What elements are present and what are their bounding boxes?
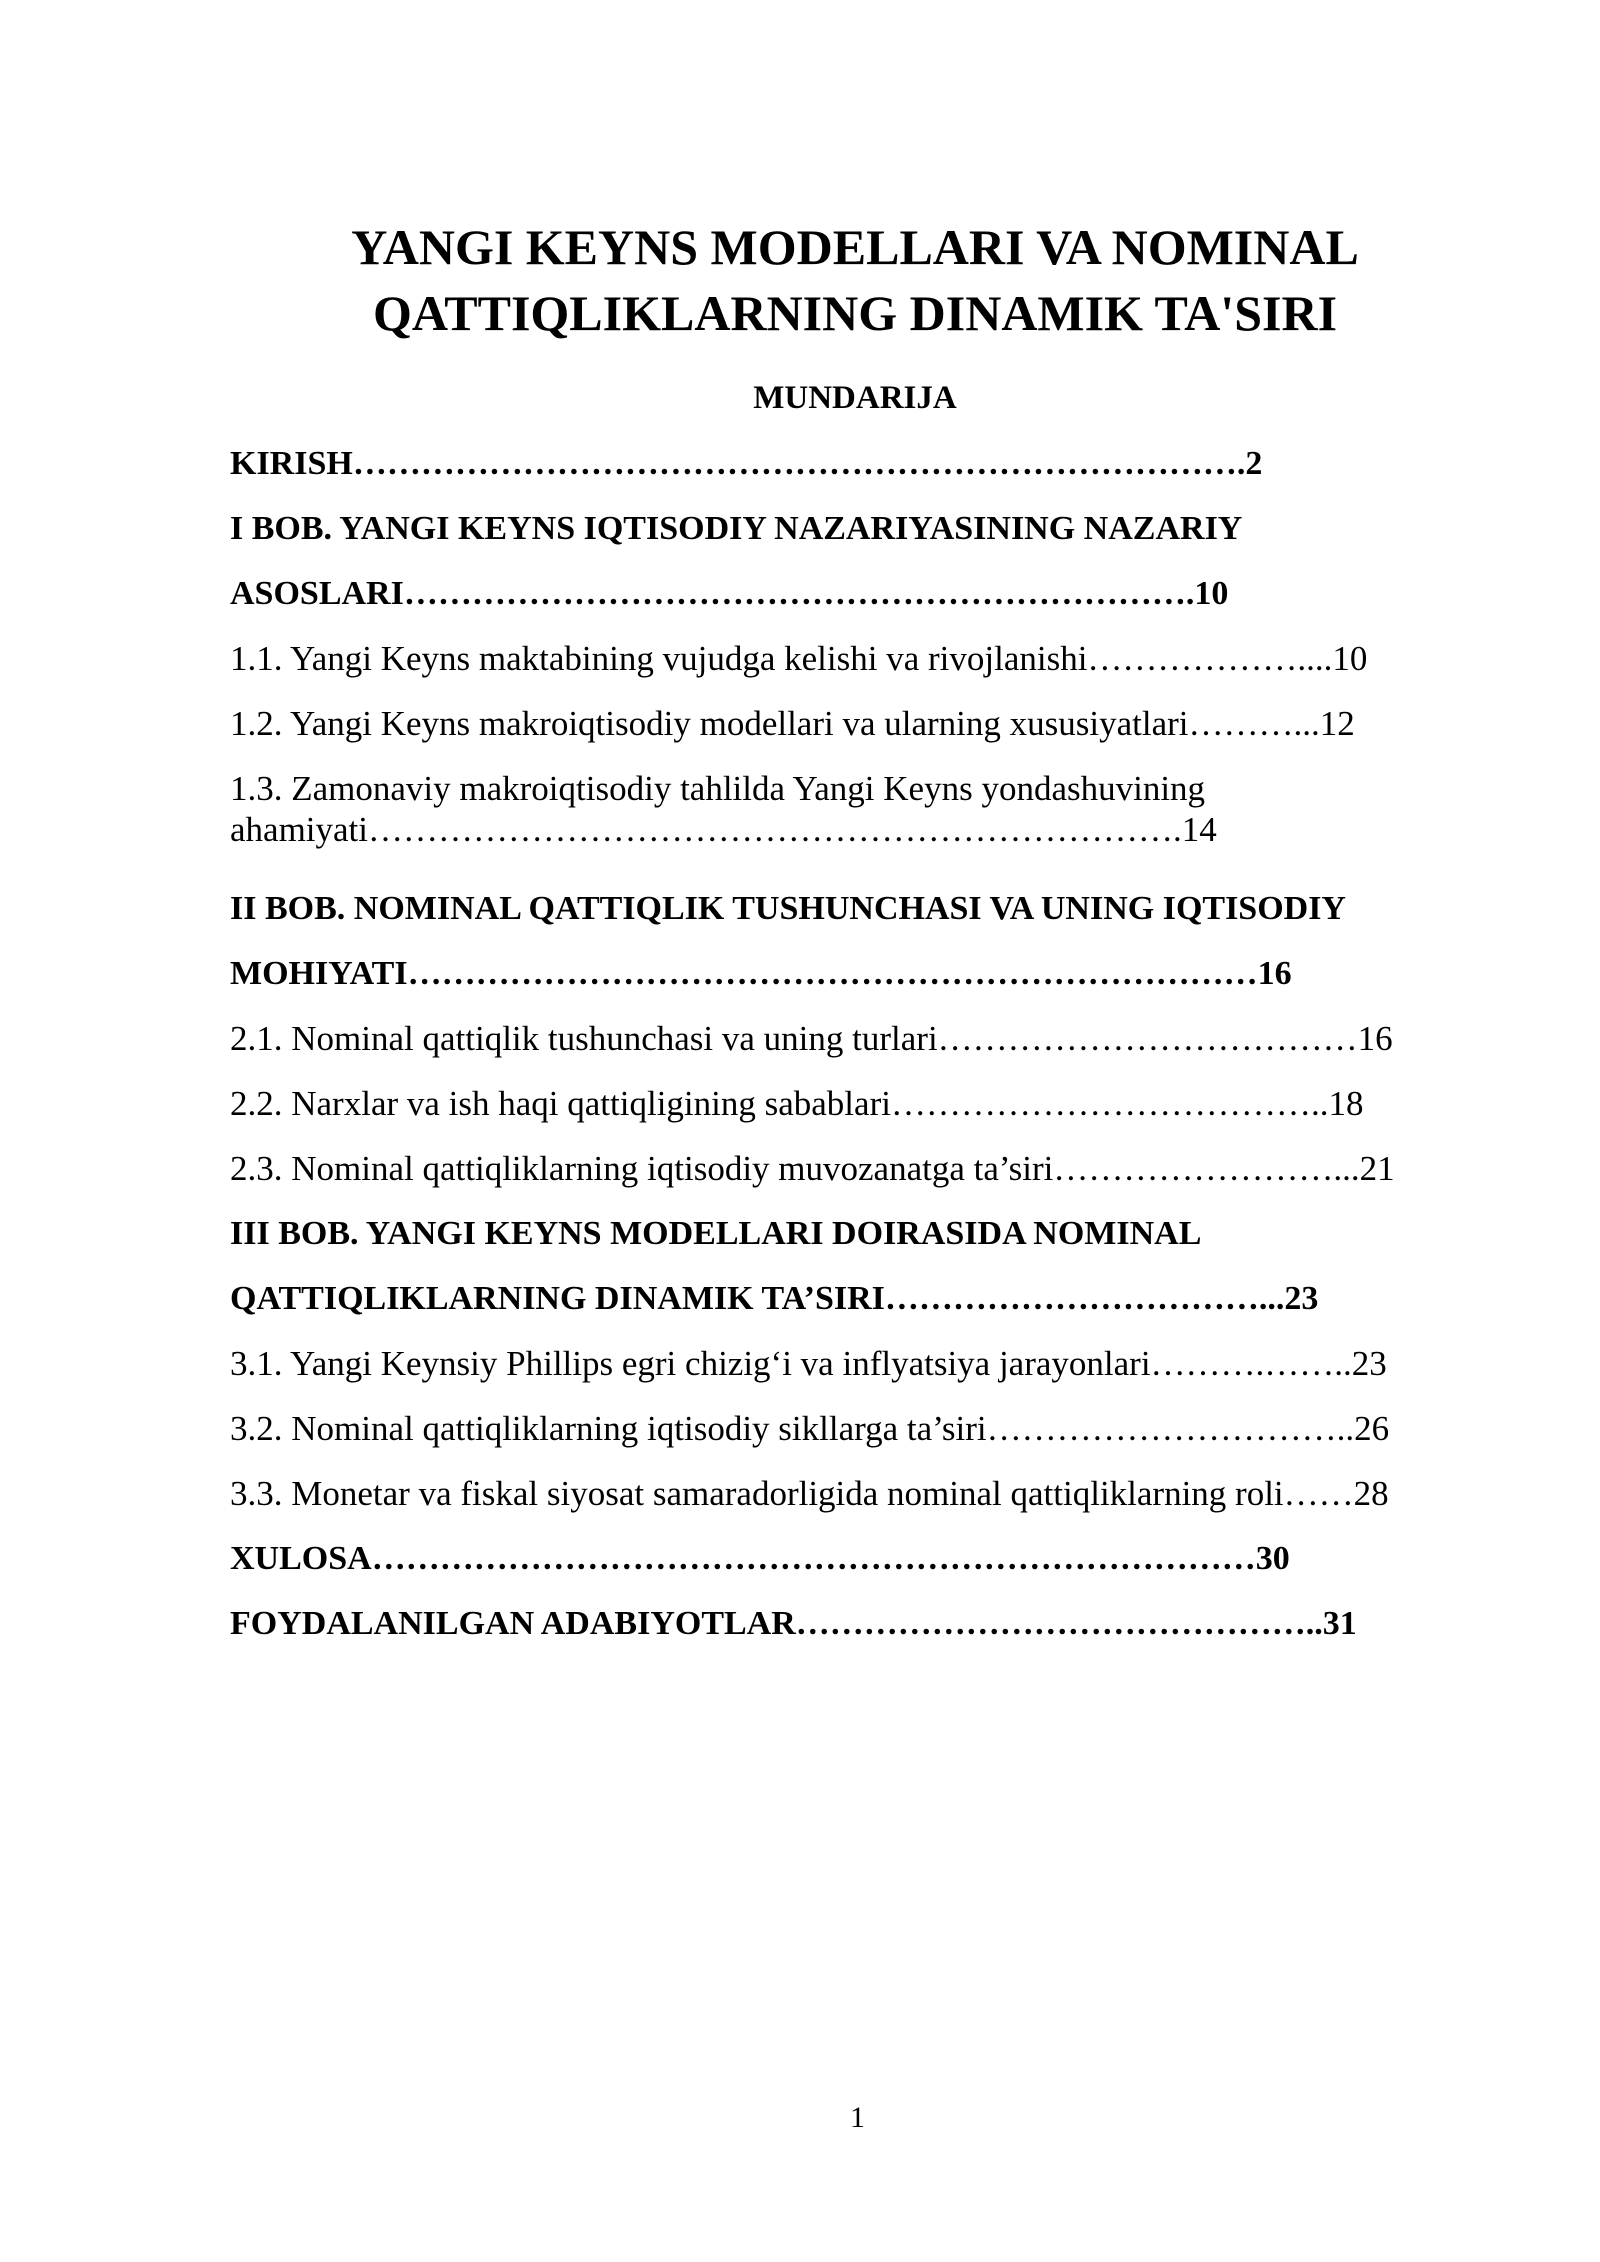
title-line-2: QATTIQLIKLARNING DINAMIK TA'SIRI [372,285,1338,341]
toc-entry-3-1: 3.1. Yangi Keynsiy Phillips egri chizig‘i va inflyatsiya jarayonlari……….……..23 [230,1344,1387,1383]
toc-entry-2-3: 2.3. Nominal qattiqliklarning iqtisodiy muvozanatga ta’siri……………………...21 [230,1149,1395,1188]
toc-heading: MUNDARIJA [753,380,957,416]
toc-entry-chapter-3: III BOB. YANGI KEYNS MODELLARI DOIRASIDA NOMINAL [230,1215,1202,1252]
toc-entry-2-2: 2.2. Narxlar va ish haqi qattiqligining sabablari………………………………..18 [230,1084,1364,1123]
toc-entry-1-3-cont: ahamiyati…………………………………………………………….14 [230,810,1217,849]
toc-entry-1-3: 1.3. Zamonaviy makroiqtisodiy tahlilda Yangi Keyns yondashuvining [230,769,1206,808]
toc-entry-references: FOYDALANILGAN ADABIYOTLAR………………………………………..31 [230,1605,1357,1642]
toc-entry-chapter-2: II BOB. NOMINAL QATTIQLIK TUSHUNCHASI VA UNING IQTISODIY [230,890,1346,927]
toc-entry-1-1: 1.1. Yangi Keyns maktabining vujudga kelishi va rivojlanishi………………....10 [230,639,1368,678]
toc-entry-xulosa: XULOSA……………………………………………………………………30 [230,1540,1290,1577]
toc-entry-3-2: 3.2. Nominal qattiqliklarning iqtisodiy sikllarga ta’siri…………………………..26 [230,1409,1390,1448]
toc-entry-chapter-1: I BOB. YANGI KEYNS IQTISODIY NAZARIYASINING NAZARIY [230,510,1243,547]
toc-entry-kirish: KIRISH…………………………………………………………………….2 [230,445,1263,482]
toc-entry-1-2: 1.2. Yangi Keyns makroiqtisodiy modellari va ularning xususiyatlari………...12 [230,704,1355,743]
toc-entry-3-3: 3.3. Monetar va fiskal siyosat samaradorligida nominal qattiqliklarning roli……28 [230,1474,1389,1513]
toc-entry-chapter-2-cont: MOHIYATI…………………………………………………………………16 [230,955,1292,992]
toc-entry-chapter-3-cont: QATTIQLIKLARNING DINAMIK TA’SIRI……………………………...23 [230,1280,1319,1317]
title-line-1: YANGI KEYNS MODELLARI VA NOMINAL [351,219,1359,275]
page-number: 1 [850,2101,865,2134]
toc-entry-chapter-1-cont: ASOSLARI…………………………………………………………….10 [230,575,1229,612]
document-title [230,214,1480,346]
toc-entry-2-1: 2.1. Nominal qattiqlik tushunchasi va uning turlari………………………………16 [230,1019,1393,1058]
